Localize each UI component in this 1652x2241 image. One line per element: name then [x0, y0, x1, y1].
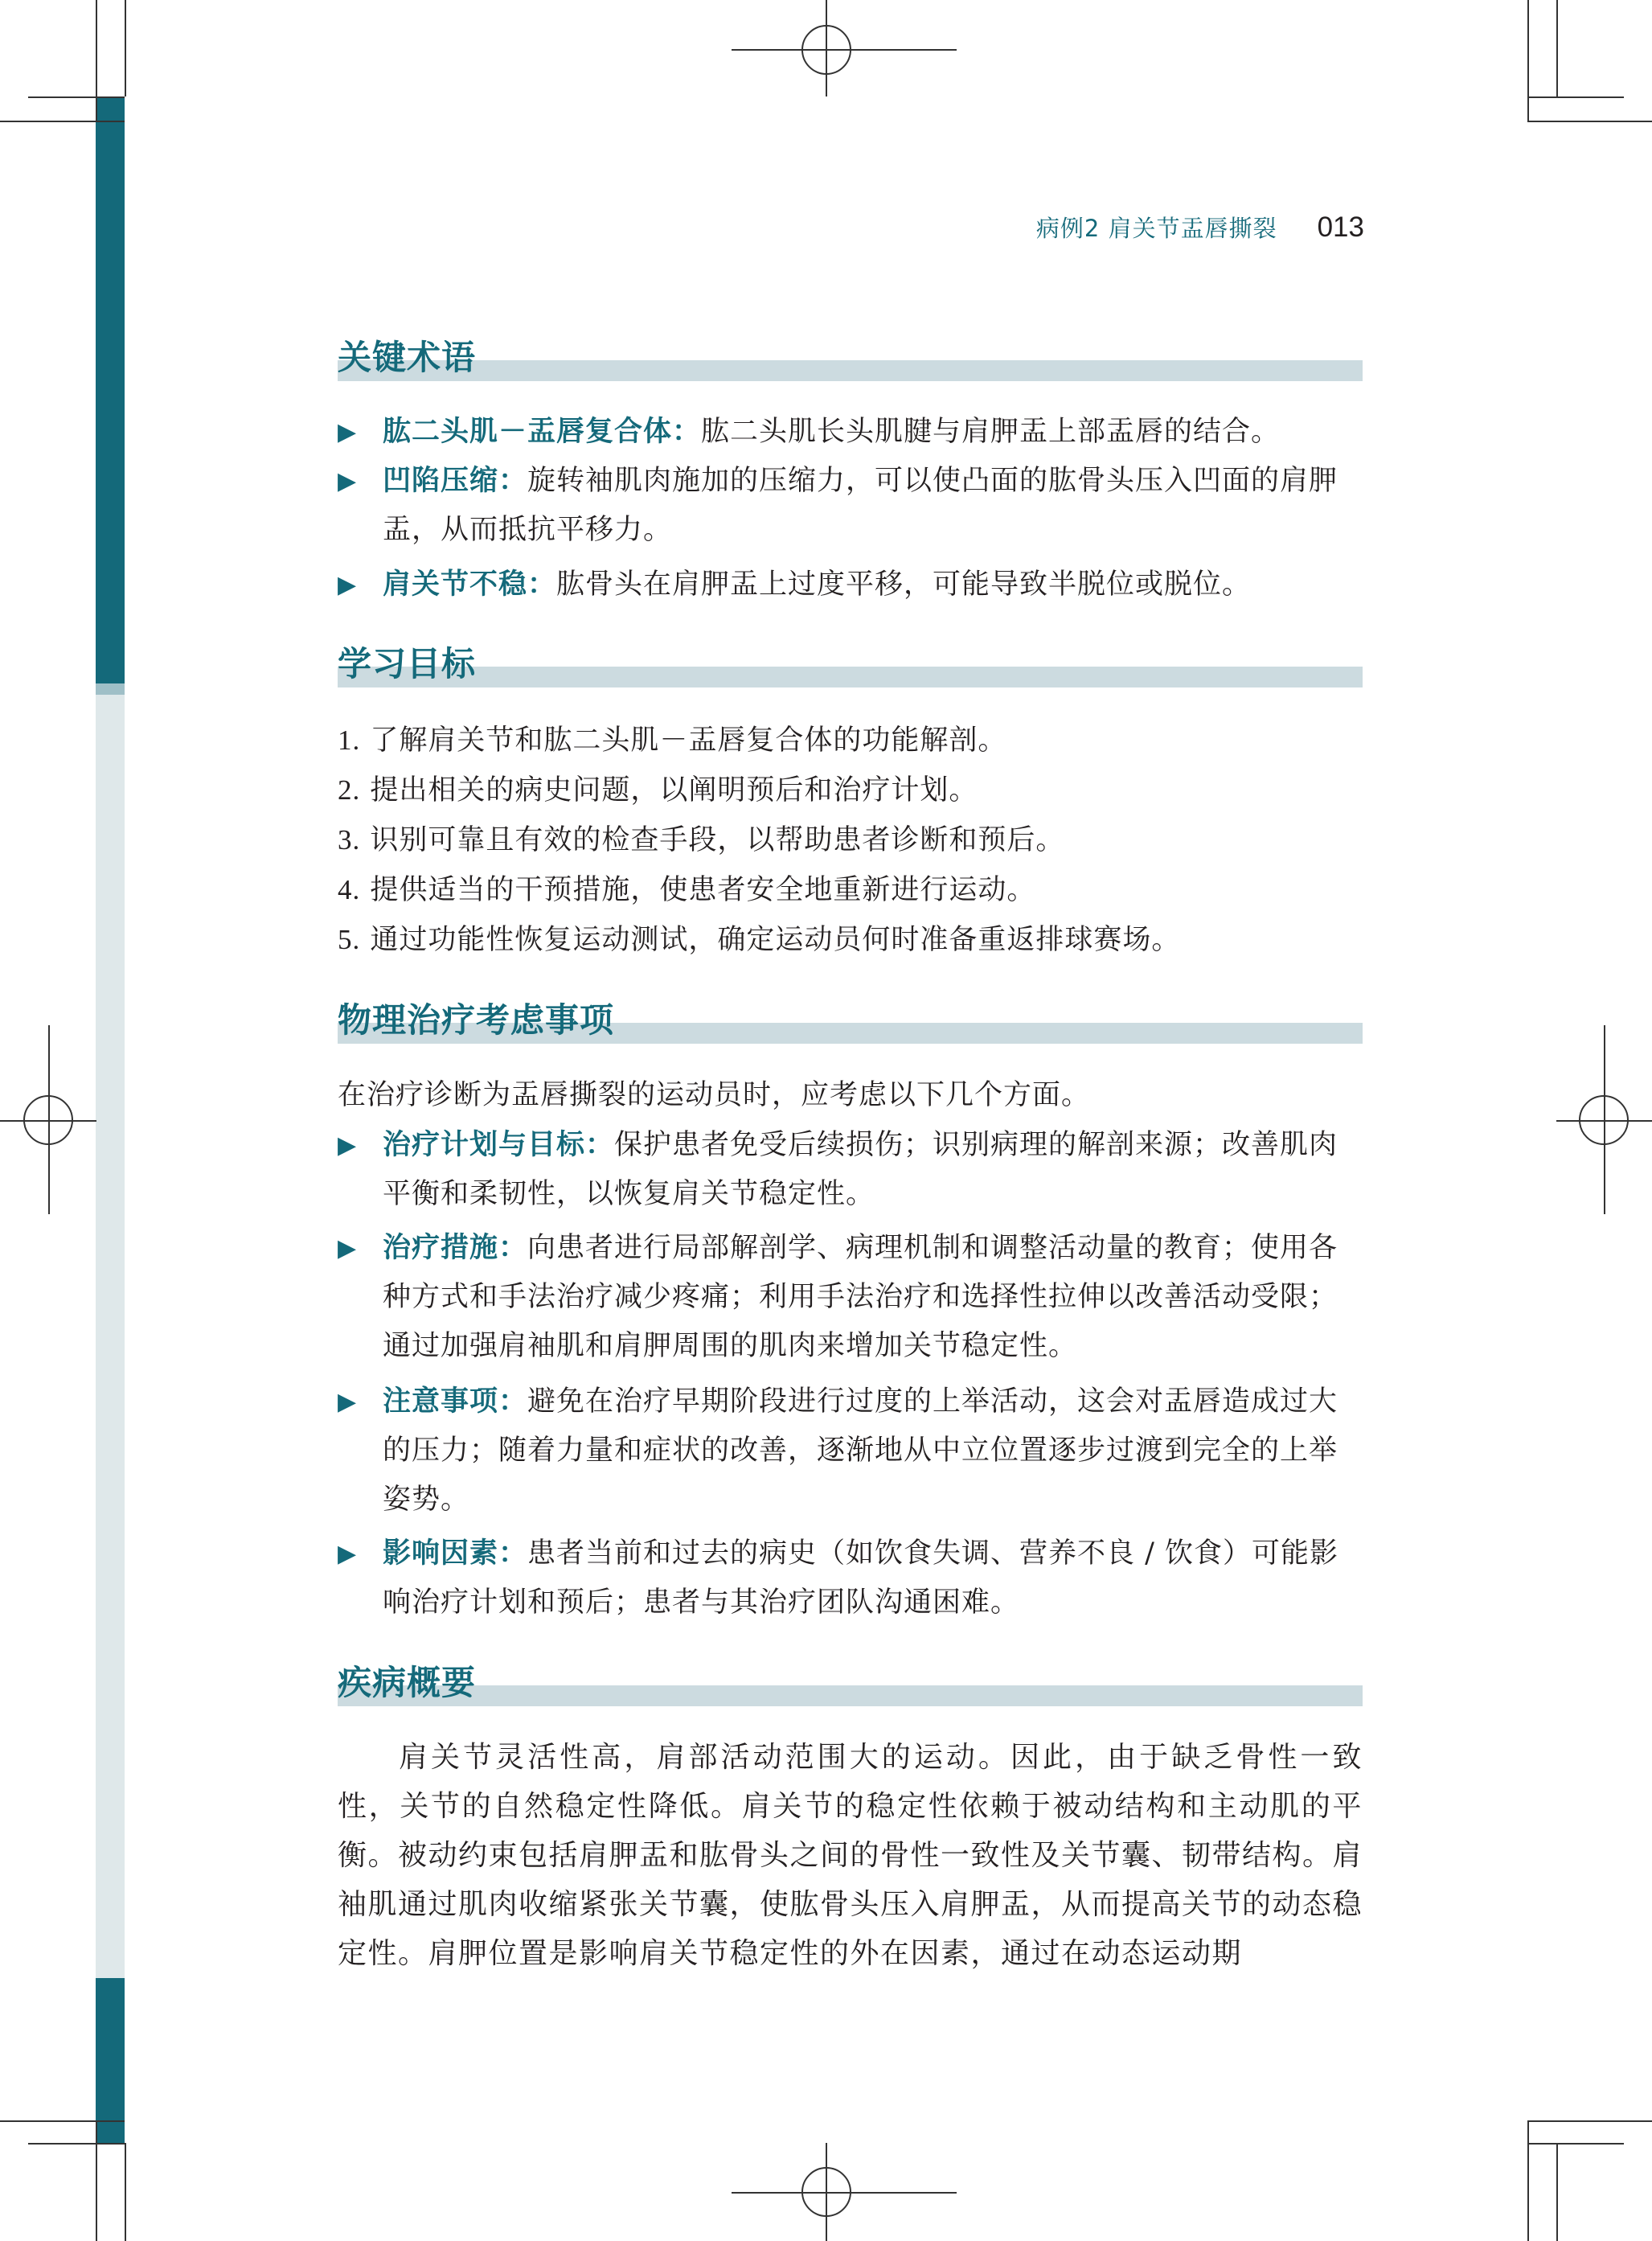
term-definition: 旋转袖肌肉施加的压缩力，可以使凸面的肱骨头压入凹面的肩胛盂，从而抵抗平移力。 [383, 465, 1338, 546]
triangle-right-icon: ▶ [338, 467, 358, 495]
key-term-item [338, 457, 1363, 555]
section-heading: 物理治疗考虑事项 [338, 1000, 615, 1040]
crop-mark [1556, 2143, 1558, 2241]
objective-number: 4. [338, 874, 361, 905]
triangle-right-icon: ▶ [338, 571, 358, 599]
triangle-right-icon: ▶ [338, 418, 358, 446]
triangle-right-icon: ▶ [338, 1234, 358, 1262]
crop-mark [1556, 0, 1558, 96]
section-title-learning-objectives [338, 638, 1363, 687]
pt-item [338, 1224, 1363, 1371]
section-title-pt-considerations [338, 994, 1363, 1044]
objective-item [338, 915, 1363, 965]
objective-text: 提出相关的病史问题，以阐明预后和治疗计划。 [370, 774, 978, 807]
title-underbar [338, 360, 1363, 381]
term-label: 注意事项： [383, 1385, 528, 1418]
section-title-overview [338, 1656, 1363, 1706]
title-underbar [338, 1685, 1363, 1706]
objective-number: 2. [338, 774, 361, 806]
overview-paragraph: 肩关节灵活性高，肩部活动范围大的运动。因此，由于缺乏骨性一致性，关节的自然稳定性降低。肩关节的稳定性依赖于被动结构和主动肌的平衡。被动约束包括肩胛盂和肱骨头之间的骨性一致性及关节囊、韧带结构。肩袖肌通过肌肉收缩紧张关节囊，使肱骨头压入肩胛盂，从而提高关节的动态稳定性。肩胛位置是影响肩关节稳定性的外在因素，通过在动态运动期 [338, 1741, 1363, 1970]
registration-circle [801, 25, 851, 75]
term-definition: 肱二头肌长头肌腱与肩胛盂上部盂唇的结合。 [701, 416, 1281, 448]
pt-intro: 在治疗诊断为盂唇撕裂的运动员时，应考虑以下几个方面。 [338, 1079, 1091, 1111]
crop-mark [1527, 0, 1529, 121]
section-heading: 关键术语 [338, 338, 477, 377]
term-label: 凹陷压缩： [383, 465, 528, 497]
section-heading: 疾病概要 [338, 1663, 477, 1702]
running-header-title: 病例2 肩关节盂唇撕裂 [1035, 215, 1277, 242]
side-bar-accent-bottom [96, 1978, 125, 2143]
crop-mark [1527, 2120, 1652, 2122]
title-underbar [338, 667, 1363, 687]
section-title-key-terms [338, 331, 1363, 381]
objective-text: 通过功能性恢复运动测试，确定运动员何时准备重返排球赛场。 [370, 924, 1181, 956]
term-label: 治疗计划与目标： [383, 1129, 615, 1161]
objective-item [338, 815, 1363, 865]
crop-mark [96, 0, 97, 121]
pt-item [338, 1529, 1363, 1627]
crop-mark [1527, 121, 1652, 122]
key-term-item [338, 560, 1363, 610]
term-definition: 患者当前和过去的病史（如饮食失调、营养不良 / 饮食）可能影响治疗计划和预后；患者与其治疗团队沟通困难。 [383, 1537, 1339, 1619]
crop-mark [125, 0, 126, 96]
triangle-right-icon: ▶ [338, 1388, 358, 1416]
objective-number: 3. [338, 824, 361, 856]
crop-mark [96, 2120, 97, 2241]
triangle-right-icon: ▶ [338, 1540, 358, 1568]
registration-circle [1579, 1095, 1629, 1145]
crop-mark [0, 2120, 125, 2122]
objective-number: 1. [338, 724, 361, 756]
pt-item [338, 1377, 1363, 1525]
term-definition: 避免在治疗早期阶段进行过度的上举活动，这会对盂唇造成过大的压力；随着力量和症状的改善，逐渐地从中立位置逐步过渡到完全的上举姿势。 [383, 1385, 1338, 1516]
running-header [1036, 211, 1364, 244]
objective-text: 了解肩关节和肱二头肌－盂唇复合体的功能解剖。 [370, 724, 1007, 757]
crop-mark [1527, 96, 1624, 98]
objective-text: 识别可靠且有效的检查手段，以帮助患者诊断和预后。 [370, 824, 1065, 856]
term-label: 影响因素： [383, 1537, 528, 1570]
objective-number: 5. [338, 924, 361, 955]
objective-item [338, 765, 1363, 815]
key-term-item [338, 408, 1363, 457]
term-label: 肱二头肌－盂唇复合体： [383, 416, 702, 448]
crop-mark [28, 2143, 125, 2145]
crop-mark [1527, 2120, 1529, 2241]
crop-mark [1527, 2143, 1624, 2145]
page-number: 013 [1317, 211, 1364, 243]
objective-item [338, 716, 1363, 765]
crop-mark [28, 96, 125, 98]
section-heading: 学习目标 [338, 644, 477, 683]
registration-circle [23, 1095, 73, 1145]
term-definition: 向患者进行局部解剖学、病理机制和调整活动量的教育；使用各种方式和手法治疗减少疼痛；利用手法治疗和选择性拉伸以改善活动受限；通过加强肩袖肌和肩胛周围的肌肉来增加关节稳定性。 [383, 1232, 1338, 1362]
triangle-right-icon: ▶ [338, 1131, 358, 1159]
crop-mark [125, 2143, 126, 2241]
term-definition: 肱骨头在肩胛盂上过度平移，可能导致半脱位或脱位。 [556, 568, 1252, 601]
side-bar-accent-top [96, 96, 125, 683]
objective-item [338, 865, 1363, 915]
term-label: 治疗措施： [383, 1232, 528, 1264]
pt-item [338, 1121, 1363, 1219]
registration-circle [801, 2167, 851, 2217]
crop-mark [0, 121, 125, 122]
term-label: 肩关节不稳： [383, 568, 557, 601]
term-definition: 保护患者免受后续损伤；识别病理的解剖来源；改善肌肉平衡和柔韧性，以恢复肩关节稳定性。 [383, 1129, 1338, 1210]
side-bar-notch [96, 683, 125, 695]
objective-text: 提供适当的干预措施，使患者安全地重新进行运动。 [370, 874, 1036, 906]
